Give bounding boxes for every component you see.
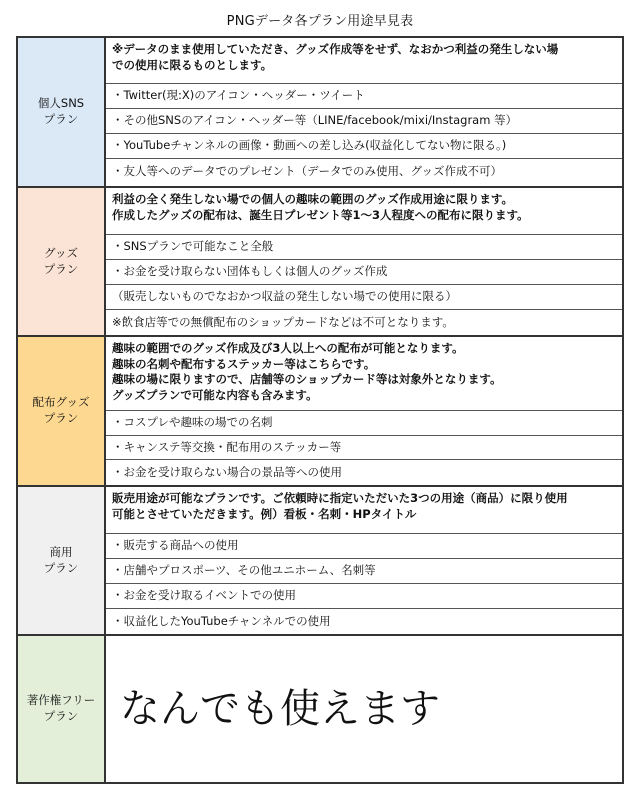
- plan-section-goods: [18, 188, 622, 337]
- list-item-text: ※飲食店等での無償配布のショップカードなどは不可となります。: [112, 314, 454, 329]
- plan-label: [18, 337, 106, 485]
- list-item: [106, 109, 622, 134]
- list-item: [106, 310, 622, 335]
- list-item-text: ・販売する商品への使用: [112, 538, 239, 553]
- plan-description-text: 販売用途が可能なプランです。ご依頼時に指定いただいた3つの用途（商品）に限り使用 可能とさせていただきます。例）看板・名刺・HPタイトル: [112, 491, 568, 521]
- list-item-text: ・その他SNSのアイコン・ヘッダー等（LINE/facebook/mixi/Instagram 等）: [112, 113, 518, 128]
- plan-label-text: グッズ プラン: [43, 245, 79, 276]
- plan-label-text: 商用 プラン: [43, 544, 79, 575]
- plan-section-copyright-free: [18, 636, 622, 782]
- page-title: PNGデータ各プラン用途早見表: [226, 14, 414, 29]
- list-item-text: ・YouTubeチャンネルの画像・動画への差し込み(収益化してない物に限る。): [112, 138, 507, 153]
- list-item: [106, 411, 622, 436]
- plan-description-text: ※データのまま使用していただき、グッズ作成等をせず、なおかつ利益の発生しない場 での使用に限るものとします。: [112, 42, 559, 72]
- plan-description: [106, 188, 622, 235]
- list-item: [106, 609, 622, 634]
- list-item-text: ・お金を受け取るイベントでの使用: [112, 588, 296, 603]
- plan-section-distribution-goods: [18, 337, 622, 487]
- plan-table: [16, 36, 624, 784]
- plan-cells: [106, 487, 622, 634]
- free-use-text: なんでも使えます: [120, 686, 440, 732]
- plan-section-commercial: [18, 487, 622, 636]
- list-item: [106, 460, 622, 485]
- list-item: [106, 159, 622, 184]
- plan-label-text: 著作権フリー プラン: [26, 693, 96, 723]
- plan-label: [18, 636, 106, 782]
- plan-description-text: 利益の全く発生しない場での個人の趣味の範囲のグッズ作成用途に限ります。 作成したグッズの配布は、誕生日プレゼント等1〜3人程度への配布に限ります。: [112, 192, 529, 222]
- list-item-text: ・お金を受け取らない場合の景品等への使用: [112, 464, 342, 479]
- list-item-text: ・コスプレや趣味の場での名刺: [112, 415, 273, 430]
- list-item: [106, 235, 622, 260]
- plan-label-text: 配布グッズ プラン: [32, 395, 90, 425]
- list-item: [106, 84, 622, 109]
- list-item-text: ・Twitter(現:X)のアイコン・ヘッダー・ツイート: [112, 88, 365, 103]
- list-item: [106, 584, 622, 609]
- plan-description: [106, 38, 622, 84]
- plan-cells: [106, 188, 622, 335]
- list-item: [106, 436, 622, 461]
- plan-free-cell: [106, 636, 622, 782]
- plan-description-text: 趣味の範囲でのグッズ作成及び3人以上への配布が可能となります。 趣味の名刺や配布するステッカー等はこちらです。 趣味の場に限りますので、店舗等のショップカード等は対象外となります。 グッズプランで可能な内容も含みます。: [112, 341, 502, 402]
- plan-label: [18, 487, 106, 634]
- list-item: [106, 134, 622, 159]
- plan-label: [18, 188, 106, 335]
- list-item-text: ・SNSプランで可能なこと全般: [112, 239, 274, 254]
- list-item: [106, 285, 622, 310]
- list-item-text: ・友人等へのデータでのプレゼント（データでのみ使用、グッズ作成不可）: [112, 163, 502, 178]
- list-item: [106, 260, 622, 285]
- plan-description: [106, 337, 622, 411]
- list-item-text: ・お金を受け取らない団体もしくは個人のグッズ作成: [112, 264, 388, 279]
- list-item-text: ・店舗やプロスポーツ、その他ユニホーム、名刺等: [112, 563, 376, 578]
- plan-cells: [106, 337, 622, 485]
- plan-section-personal-sns: [18, 38, 622, 188]
- list-item-text: ・キャンステ等交換・配布用のステッカー等: [112, 439, 342, 454]
- plan-label: [18, 38, 106, 186]
- plan-cells: [106, 636, 622, 782]
- list-item: [106, 559, 622, 584]
- plan-description: [106, 487, 622, 534]
- plan-label-text: 個人SNS プラン: [37, 96, 85, 126]
- list-item-text: （販売しないものでなおかつ収益の発生しない場での使用に限る）: [112, 289, 457, 304]
- plan-cells: [106, 38, 622, 186]
- list-item: [106, 534, 622, 559]
- list-item-text: ・収益化したYouTubeチャンネルでの使用: [112, 613, 331, 628]
